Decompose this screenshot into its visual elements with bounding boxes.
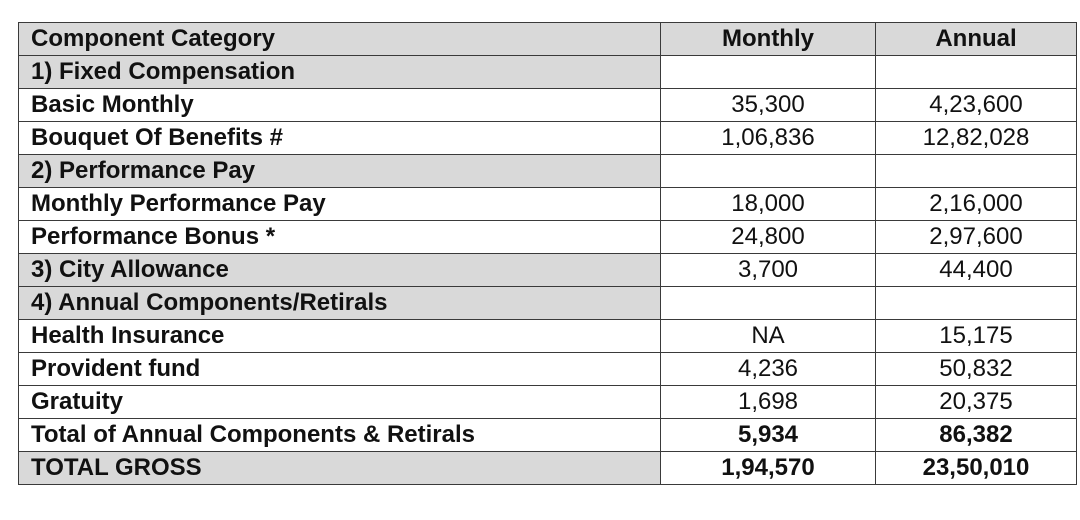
row-label: Gratuity <box>19 386 661 419</box>
row-label: Health Insurance <box>19 320 661 353</box>
row-annual-value: 50,832 <box>876 353 1077 386</box>
row-monthly-value <box>661 287 876 320</box>
row-monthly-value: 35,300 <box>661 89 876 122</box>
row-annual-value <box>876 56 1077 89</box>
row-label: TOTAL GROSS <box>19 452 661 485</box>
row-label: Performance Bonus * <box>19 221 661 254</box>
table-row-health-insurance <box>19 320 1077 353</box>
table-row-performance-pay-section <box>19 155 1077 188</box>
table-row-performance-bonus <box>19 221 1077 254</box>
row-annual-value: 20,375 <box>876 386 1077 419</box>
row-monthly-value: 1,94,570 <box>661 452 876 485</box>
row-label: 4) Annual Components/Retirals <box>19 287 661 320</box>
table-row-basic-monthly <box>19 89 1077 122</box>
row-annual-value <box>876 155 1077 188</box>
table-row-bouquet-of-benefits <box>19 122 1077 155</box>
row-label: Monthly Performance Pay <box>19 188 661 221</box>
table-row-provident-fund <box>19 353 1077 386</box>
row-monthly-value: 5,934 <box>661 419 876 452</box>
table-row-monthly-performance-pay <box>19 188 1077 221</box>
row-annual-value: 2,97,600 <box>876 221 1077 254</box>
row-monthly-value: 3,700 <box>661 254 876 287</box>
table-row-fixed-compensation <box>19 56 1077 89</box>
row-annual-value: 23,50,010 <box>876 452 1077 485</box>
header-component-category: Component Category <box>19 23 661 56</box>
row-label: Basic Monthly <box>19 89 661 122</box>
row-label: 3) City Allowance <box>19 254 661 287</box>
header-annual: Annual <box>876 23 1077 56</box>
row-monthly-value <box>661 155 876 188</box>
compensation-table-container <box>18 22 1076 485</box>
row-annual-value: 15,175 <box>876 320 1077 353</box>
row-label: 2) Performance Pay <box>19 155 661 188</box>
row-monthly-value <box>661 56 876 89</box>
row-annual-value: 44,400 <box>876 254 1077 287</box>
row-monthly-value: 1,06,836 <box>661 122 876 155</box>
row-label: Provident fund <box>19 353 661 386</box>
table-row-annual-components-section <box>19 287 1077 320</box>
row-annual-value: 12,82,028 <box>876 122 1077 155</box>
row-monthly-value: NA <box>661 320 876 353</box>
table-header-row <box>19 23 1077 56</box>
row-annual-value: 4,23,600 <box>876 89 1077 122</box>
row-annual-value: 86,382 <box>876 419 1077 452</box>
table-row-total-annual-components <box>19 419 1077 452</box>
compensation-table <box>18 22 1077 485</box>
row-monthly-value: 1,698 <box>661 386 876 419</box>
row-label: Total of Annual Components & Retirals <box>19 419 661 452</box>
row-annual-value <box>876 287 1077 320</box>
table-row-total-gross <box>19 452 1077 485</box>
row-monthly-value: 18,000 <box>661 188 876 221</box>
row-annual-value: 2,16,000 <box>876 188 1077 221</box>
table-row-city-allowance <box>19 254 1077 287</box>
row-monthly-value: 4,236 <box>661 353 876 386</box>
row-label: Bouquet Of Benefits # <box>19 122 661 155</box>
row-label: 1) Fixed Compensation <box>19 56 661 89</box>
row-monthly-value: 24,800 <box>661 221 876 254</box>
header-monthly: Monthly <box>661 23 876 56</box>
table-row-gratuity <box>19 386 1077 419</box>
